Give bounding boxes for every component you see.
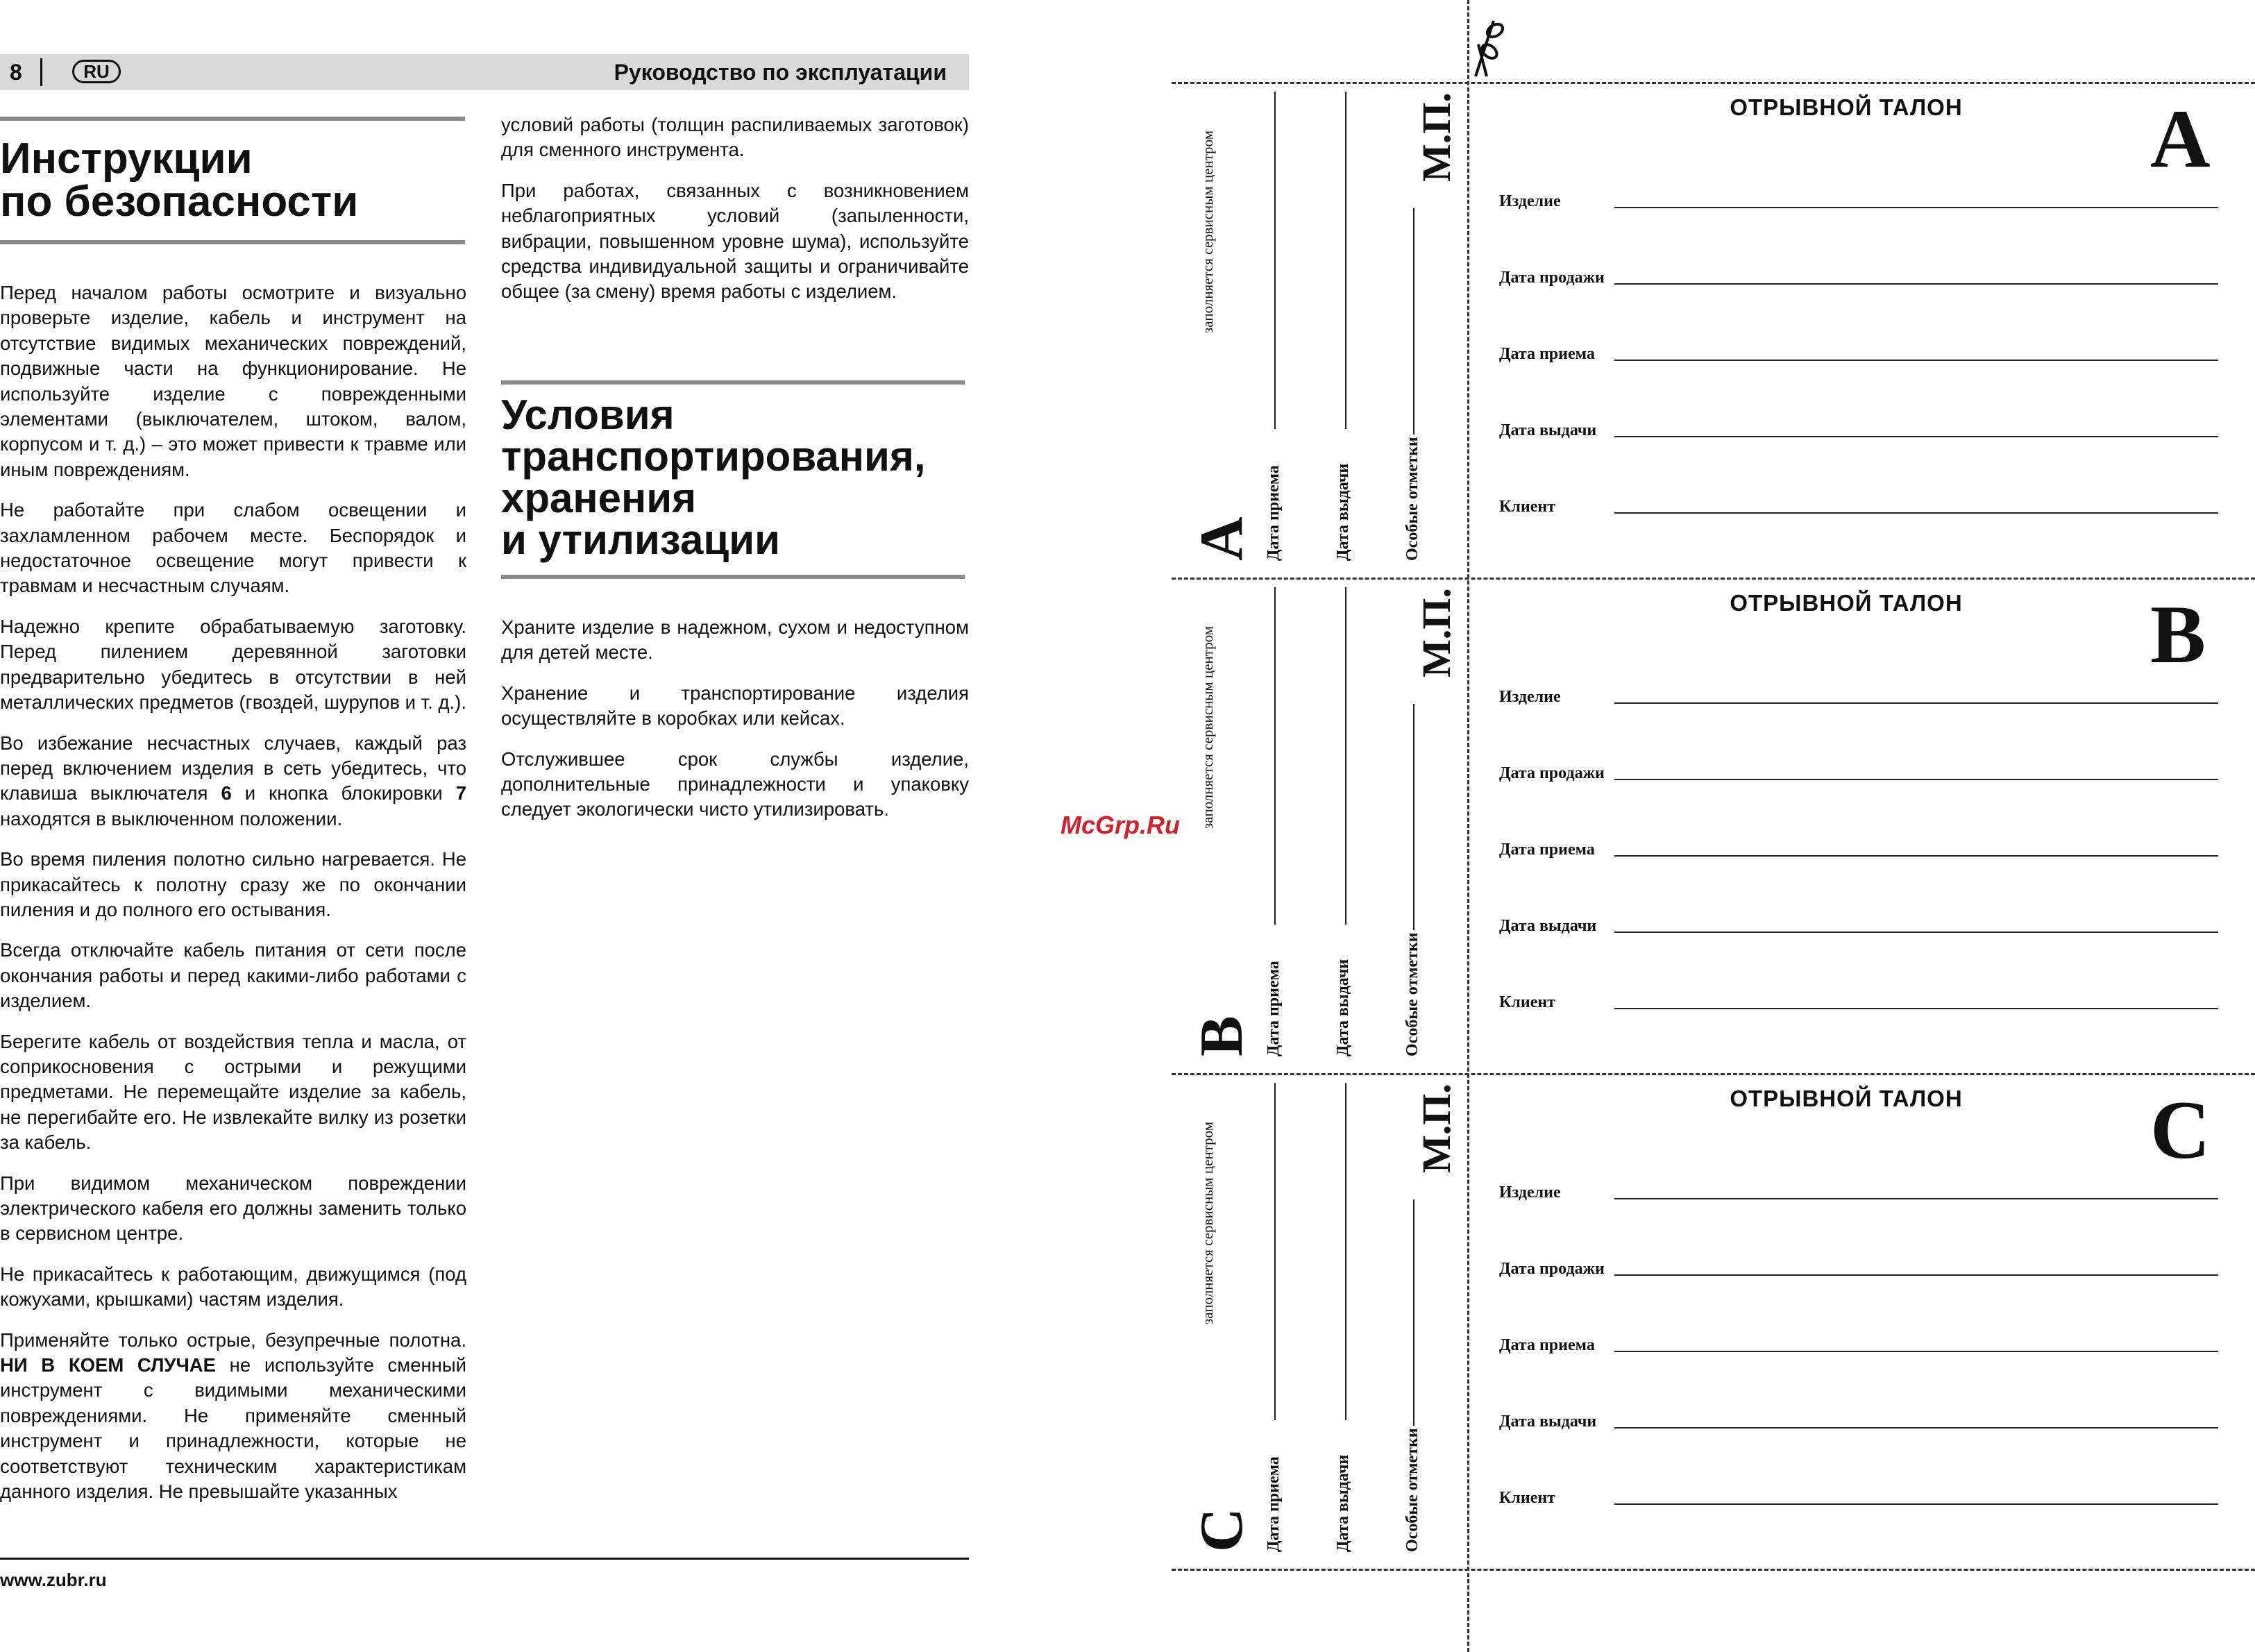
stub-mp: М.П. <box>1414 1084 1459 1173</box>
safety-paragraph: Берегите кабель от воздействия тепла и масла, от соприкосновения с острыми и режущими предметами. Не перемещайте изделие за кабель, не перегибайте его. Не извлекайте вилку из розетки за кабель. <box>0 1030 466 1154</box>
stub-service-note: заполняется сервисным центром <box>1199 130 1216 333</box>
heading-rule-bottom <box>501 575 965 579</box>
field-label: Изделие <box>1499 192 1561 210</box>
safety-paragraph: условий работы (толщин распиливаемых заготовок) для сменного инструмента. <box>501 114 969 161</box>
field-label: Клиент <box>1499 498 1555 516</box>
stub-field-label: Дата выдачи <box>1334 463 1352 561</box>
field-line <box>1614 512 2218 514</box>
running-title: Руководство по эксплуатации <box>614 60 947 85</box>
field-line <box>1614 1351 2218 1352</box>
stub-field-label: Дата выдачи <box>1334 1454 1352 1552</box>
stub-letter: A <box>1188 516 1256 561</box>
safety-paragraph: Надежно крепите обрабатываемую заготовку. Перед пилением деревянной заготовки предварительно убедитесь в отсутствии в ней металлических предметов (гвоздей, шурупов и т. д.). <box>0 615 466 714</box>
field-label: Клиент <box>1499 1489 1555 1507</box>
field-label: Дата выдачи <box>1499 421 1597 439</box>
stub-field-label: Дата приема <box>1265 1456 1283 1552</box>
field-label: Клиент <box>1499 993 1555 1011</box>
transport-paragraph: Хранение и транспортирование изделия осуществляйте в коробках или кейсах. <box>501 682 969 730</box>
footer-url: www.zubr.ru <box>0 1569 107 1590</box>
cut-line-vertical <box>1467 0 1469 1652</box>
coupon-letter: A <box>2150 92 2211 185</box>
safety-paragraph: При видимом механическом повреждении электрического кабеля его должны заменить только в сервисном центре. <box>0 1172 466 1245</box>
stub-field-line <box>1413 704 1414 930</box>
safety-paragraph: Всегда отключайте кабель питания от сети после окончания работы и перед какими-либо работами с изделием. <box>0 939 466 1012</box>
field-line <box>1614 207 2218 208</box>
stub-field-line <box>1413 1199 1414 1426</box>
stub-mp: М.П. <box>1414 588 1459 677</box>
stub-service-note: заполняется сервисным центром <box>1199 625 1216 829</box>
field-line <box>1614 1008 2218 1009</box>
field-line <box>1614 1274 2218 1276</box>
coupon-letter: B <box>2150 588 2206 680</box>
field-line <box>1614 1503 2218 1505</box>
field-label: Дата приема <box>1499 841 1595 859</box>
safety-heading: Инструкции по безопасности <box>0 135 359 226</box>
cut-line-horizontal <box>1172 1569 2255 1571</box>
coupon-title: ОТРЫВНОЙ ТАЛОН <box>1730 590 1963 616</box>
stub-field-line <box>1345 1083 1346 1420</box>
stub-field-line <box>1274 587 1276 925</box>
field-label: Дата продажи <box>1499 1260 1605 1278</box>
field-label: Дата приема <box>1499 345 1595 363</box>
field-label: Изделие <box>1499 688 1561 706</box>
safety-paragraph: Не прикасайтесь к работающим, движущимся (под кожухами, крышками) частям изделия. <box>0 1263 466 1310</box>
coupon-title: ОТРЫВНОЙ ТАЛОН <box>1730 1086 1963 1111</box>
field-line <box>1614 436 2218 437</box>
safety-paragraph: Во время пиления полотно сильно нагревается. Не прикасайтесь к полотну сразу же по окончании пиления и до полного его остывания. <box>0 848 466 920</box>
heading-rule-top <box>0 117 465 121</box>
field-line <box>1614 360 2218 361</box>
stub-field-label: Особые отметки <box>1403 1428 1421 1552</box>
transport-paragraph: Отслужившее срок службы изделие, дополнительные принадлежности и упаковку следует экологически чисто утилизировать. <box>501 748 969 820</box>
stub-field-line <box>1345 92 1346 429</box>
stub-field-label: Дата выдачи <box>1334 959 1352 1056</box>
field-label: Дата продажи <box>1499 764 1605 782</box>
safety-paragraph: Перед началом работы осмотрите и визуально проверьте изделие, кабель и инструмент на отсутствие видимых механических повреждений, подвижные части на функционирование. Не используйте изделие с поврежденными элементами (выключателем, штоком, валом, корпусом и т. д.) – это может привести к травме или иным повреждениям. <box>0 282 466 480</box>
field-label: Дата продажи <box>1499 269 1605 287</box>
stub-field-label: Особые отметки <box>1403 437 1421 561</box>
stub-service-note: заполняется сервисным центром <box>1199 1121 1216 1324</box>
field-label: Дата выдачи <box>1499 917 1597 935</box>
heading-rule-top <box>501 380 965 385</box>
scissors-icon <box>1466 18 1507 78</box>
stub-field-line <box>1413 208 1414 435</box>
stub-field-label: Дата приема <box>1265 465 1283 561</box>
transport-paragraph: Храните изделие в надежном, сухом и недоступном для детей месте. <box>501 616 969 664</box>
safety-paragraph: При работах, связанных с возникновением неблагоприятных условий (запыленности, вибрации, повышенном уровне шума), используйте средства индивидуальной защиты и ограничивайте общее (за смену) время работы с изделием. <box>501 179 969 303</box>
stub-field-label: Особые отметки <box>1403 932 1421 1056</box>
field-label: Изделие <box>1499 1183 1561 1202</box>
transport-heading: Условия транспортирования, хранения и утилизации <box>501 391 926 563</box>
field-label: Дата выдачи <box>1499 1413 1597 1431</box>
safety-paragraph: Не работайте при слабом освещении и захламленном рабочем месте. Беспорядок и недостаточное освещение могут привести к травмам и несчастным случаям. <box>0 499 466 597</box>
coupon-title: ОТРЫВНОЙ ТАЛОН <box>1730 94 1963 120</box>
stub-letter: B <box>1188 1015 1256 1056</box>
footer-rule <box>0 1558 969 1560</box>
safety-text-column <box>0 280 466 1519</box>
field-line <box>1614 932 2218 933</box>
heading-rule-bottom <box>0 240 465 244</box>
stub-field-line <box>1345 587 1346 925</box>
transport-text-column <box>501 615 969 838</box>
field-line <box>1614 779 2218 780</box>
coupon-letter: C <box>2150 1084 2211 1176</box>
stub-letter: C <box>1188 1508 1256 1552</box>
field-line <box>1614 855 2218 857</box>
field-line <box>1614 702 2218 704</box>
header-separator <box>40 58 42 86</box>
stub-mp: М.П. <box>1414 92 1459 182</box>
stub-field-label: Дата приема <box>1265 961 1283 1056</box>
cut-line-horizontal <box>1172 578 2255 580</box>
stub-field-line <box>1274 92 1276 429</box>
stub-field-line <box>1274 1083 1276 1420</box>
field-line <box>1614 283 2218 285</box>
cut-line-horizontal <box>1172 1073 2255 1075</box>
field-line <box>1614 1198 2218 1199</box>
field-label: Дата приема <box>1499 1336 1595 1354</box>
cut-line-horizontal <box>1172 82 2255 84</box>
page-number: 8 <box>10 60 22 85</box>
language-badge: RU <box>72 60 121 83</box>
safety-paragraph: Во избежание несчастных случаев, каждый раз перед включением изделия в сеть убедитесь, что клавиша выключателя 6 и кнопка блокировки 7 находятся в выключенном положении. <box>0 732 466 829</box>
safety-continuation-column <box>501 112 969 320</box>
watermark: McGrp.Ru <box>1061 811 1181 839</box>
field-line <box>1614 1427 2218 1428</box>
safety-paragraph: Применяйте только острые, безупречные полотна. НИ В КОЕМ СЛУЧАЕ не используйте сменный инструмент с видимыми механическими повреждениями. Не применяйте сменный инструмент и принадлежности, которые не соответствуют техническим характеристикам данного изделия. Не превышайте указанных <box>0 1329 466 1503</box>
